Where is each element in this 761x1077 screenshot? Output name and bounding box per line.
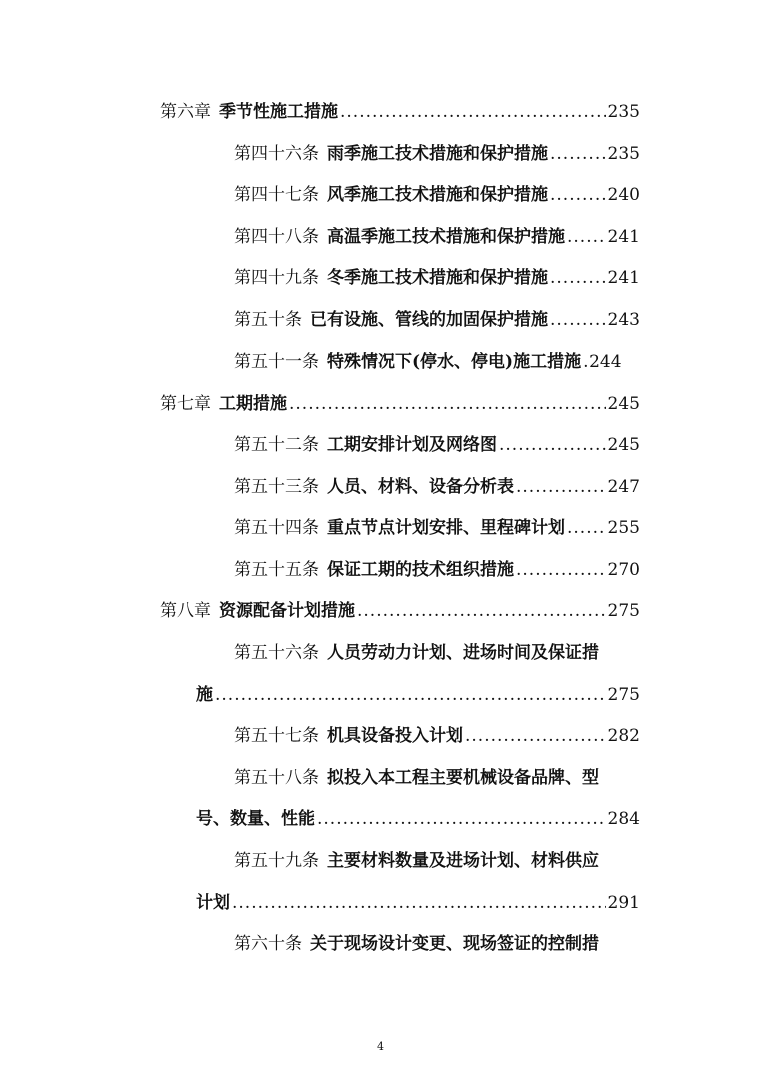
- footer-page-number: 4: [377, 1040, 384, 1053]
- toc-title: 工期安排计划及网络图: [327, 435, 497, 455]
- toc-label: 第五十条: [234, 310, 302, 330]
- toc-leader-dots: [516, 476, 606, 498]
- toc-leader-dots: [516, 559, 606, 581]
- toc-article-55[interactable]: [234, 551, 640, 581]
- toc-label: 第五十四条: [234, 518, 319, 538]
- toc-article-47[interactable]: [234, 176, 640, 206]
- toc-title: 人员、材料、设备分析表: [327, 477, 514, 497]
- toc-label: 第五十二条: [234, 435, 319, 455]
- toc-leader-dots: [583, 351, 587, 373]
- toc-article-57[interactable]: [234, 717, 640, 747]
- toc-page-number: 243: [607, 310, 640, 330]
- toc-title: 机具设备投入计划: [327, 726, 463, 746]
- toc-title: 施: [196, 685, 213, 705]
- toc-page-number: 247: [607, 477, 640, 497]
- toc-page-number: 275: [607, 685, 640, 705]
- toc-leader-dots: [340, 101, 606, 123]
- toc-label: 第七章: [160, 394, 211, 414]
- toc-title: 风季施工技术措施和保护措施: [327, 185, 548, 205]
- toc-article-53[interactable]: [234, 468, 640, 498]
- toc-leader-dots: [499, 434, 606, 456]
- toc-page-number: 284: [607, 809, 640, 829]
- toc-label: 第五十七条: [234, 726, 319, 746]
- toc-leader-dots: [317, 808, 606, 830]
- toc-label: 第五十一条: [234, 352, 319, 372]
- toc-label: 第五十六条: [234, 643, 319, 663]
- toc-label: 第五十九条: [234, 851, 319, 871]
- toc-title: 冬季施工技术措施和保护措施: [327, 268, 548, 288]
- toc-label: 第六十条: [234, 934, 302, 954]
- toc-title: 季节性施工措施: [219, 102, 338, 122]
- toc-page-number: 291: [607, 893, 640, 913]
- toc-chapter-7[interactable]: [160, 385, 640, 415]
- toc-page-number: 282: [607, 726, 640, 746]
- toc-leader-dots: [232, 892, 606, 914]
- toc-label: 第六章: [160, 102, 211, 122]
- toc-article-46[interactable]: [234, 135, 640, 165]
- toc-title: 已有设施、管线的加固保护措施: [310, 310, 548, 330]
- toc-page-number: 270: [607, 560, 640, 580]
- toc-leader-dots: [465, 725, 606, 747]
- toc-title: 重点节点计划安排、里程碑计划: [327, 518, 565, 538]
- toc-article-58[interactable]: [234, 759, 640, 789]
- toc-title: 拟投入本工程主要机械设备品牌、型: [327, 768, 599, 788]
- toc-title: 工期措施: [219, 394, 287, 414]
- toc-leader-dots: [550, 267, 606, 289]
- toc-title: 计划: [196, 893, 230, 913]
- toc-article-48[interactable]: [234, 218, 640, 248]
- toc-page-number: 244: [589, 352, 622, 372]
- toc-label: 第四十九条: [234, 268, 319, 288]
- toc-label: 第五十八条: [234, 768, 319, 788]
- toc-page-number: 240: [607, 185, 640, 205]
- toc-article-56-continued[interactable]: [196, 676, 640, 706]
- toc-title: 保证工期的技术组织措施: [327, 560, 514, 580]
- toc-leader-dots: [567, 517, 606, 539]
- toc-label: 第四十六条: [234, 144, 319, 164]
- toc-article-50[interactable]: [234, 301, 640, 331]
- toc-title: 资源配备计划措施: [219, 601, 355, 621]
- toc-leader-dots: [550, 309, 606, 331]
- toc-article-49[interactable]: [234, 259, 640, 289]
- toc-page-number: 245: [607, 394, 640, 414]
- toc-article-56[interactable]: [234, 634, 640, 664]
- toc-title: 主要材料数量及进场计划、材料供应: [327, 851, 599, 871]
- toc-label: 第八章: [160, 601, 211, 621]
- toc-article-60[interactable]: [234, 925, 640, 955]
- toc-label: 第五十三条: [234, 477, 319, 497]
- toc-chapter-8[interactable]: [160, 592, 640, 622]
- toc-article-51[interactable]: [234, 343, 640, 373]
- toc-leader-dots: [289, 393, 606, 415]
- toc-label: 第四十七条: [234, 185, 319, 205]
- toc-label: 第四十八条: [234, 227, 319, 247]
- toc-title: 雨季施工技术措施和保护措施: [327, 144, 548, 164]
- toc-title: 人员劳动力计划、进场时间及保证措: [327, 643, 599, 663]
- toc-page-number: 241: [607, 268, 640, 288]
- toc-chapter-6[interactable]: [160, 93, 640, 123]
- toc-leader-dots: [357, 600, 606, 622]
- toc-article-52[interactable]: [234, 426, 640, 456]
- toc-leader-dots: [550, 143, 606, 165]
- toc-leader-dots: [567, 226, 606, 248]
- toc-title: 高温季施工技术措施和保护措施: [327, 227, 565, 247]
- toc-leader-dots: [550, 184, 606, 206]
- toc-page-number: 275: [607, 601, 640, 621]
- toc-article-59-continued[interactable]: [196, 884, 640, 914]
- toc-title: 关于现场设计变更、现场签证的控制措: [310, 934, 599, 954]
- toc-article-54[interactable]: [234, 509, 640, 539]
- toc-page-number: 235: [607, 102, 640, 122]
- toc-page-number: 245: [607, 435, 640, 455]
- toc-label: 第五十五条: [234, 560, 319, 580]
- toc-article-59[interactable]: [234, 842, 640, 872]
- toc-title: 特殊情况下(停水、停电)施工措施: [327, 352, 582, 372]
- toc-title: 号、数量、性能: [196, 809, 315, 829]
- toc-page-number: 235: [607, 144, 640, 164]
- toc-leader-dots: [215, 684, 606, 706]
- toc-page-number: 255: [607, 518, 640, 538]
- toc-article-58-continued[interactable]: [196, 800, 640, 830]
- toc-page-number: 241: [607, 227, 640, 247]
